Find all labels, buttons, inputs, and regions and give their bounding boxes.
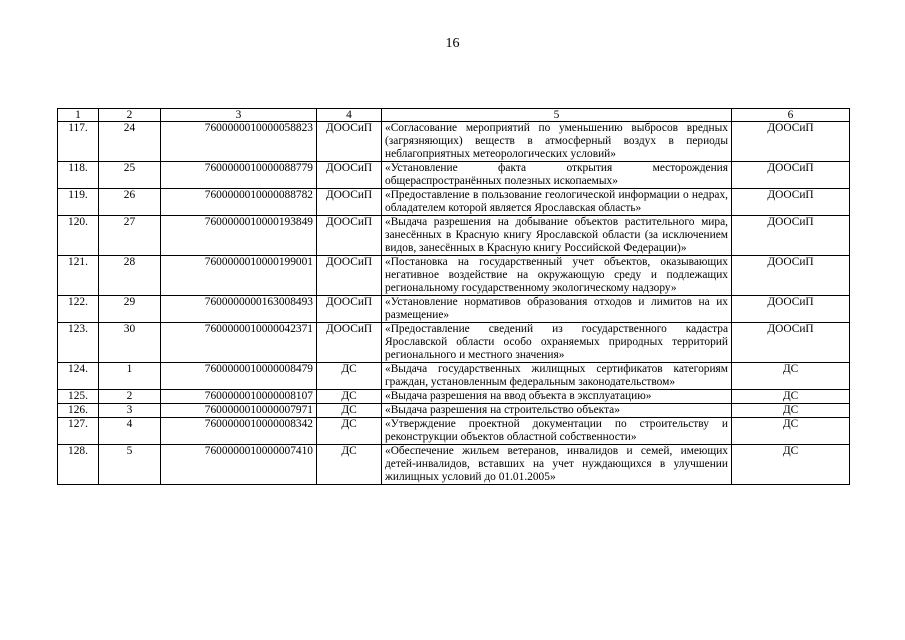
responsible-department: ДООСиП bbox=[317, 122, 382, 162]
row-index: 1 bbox=[99, 363, 161, 390]
column-header: 1 bbox=[58, 109, 99, 122]
table-row bbox=[58, 418, 850, 445]
responsible-department: ДС bbox=[317, 445, 382, 485]
service-name: «Предоставление сведений из государственного кадастра Ярославской области особо охраняемых природных территорий регионального и местного значения» bbox=[382, 323, 732, 363]
executing-department: ДООСиП bbox=[732, 189, 850, 216]
service-name: «Установление факта открытия месторождения общераспространённых полезных ископаемых» bbox=[382, 162, 732, 189]
responsible-department: ДС bbox=[317, 390, 382, 404]
row-index: 28 bbox=[99, 256, 161, 296]
table-row bbox=[58, 122, 850, 162]
row-index: 4 bbox=[99, 418, 161, 445]
responsible-department: ДС bbox=[317, 404, 382, 418]
executing-department: ДС bbox=[732, 404, 850, 418]
service-name: «Согласование мероприятий по уменьшению выбросов вредных (загрязняющих) веществ в атмосферный воздух в периоды неблагоприятных метеорологических условий» bbox=[382, 122, 732, 162]
service-code: 7600000010000193849 bbox=[161, 216, 317, 256]
row-index: 26 bbox=[99, 189, 161, 216]
row-index: 29 bbox=[99, 296, 161, 323]
service-code: 7600000010000007971 bbox=[161, 404, 317, 418]
row-number: 125. bbox=[58, 390, 99, 404]
service-name: «Выдача государственных жилищных сертификатов категориям граждан, установленным федеральным законодательством» bbox=[382, 363, 732, 390]
executing-department: ДООСиП bbox=[732, 122, 850, 162]
row-index: 5 bbox=[99, 445, 161, 485]
service-code: 7600000010000199001 bbox=[161, 256, 317, 296]
table-row bbox=[58, 390, 850, 404]
service-name: «Постановка на государственный учет объектов, оказывающих негативное воздействие на окружающую среду и подлежащих региональному государственному экологическому надзору» bbox=[382, 256, 732, 296]
table-row bbox=[58, 296, 850, 323]
service-name: «Выдача разрешения на строительство объекта» bbox=[382, 404, 732, 418]
executing-department: ДС bbox=[732, 363, 850, 390]
service-name: «Установление нормативов образования отходов и лимитов на их размещение» bbox=[382, 296, 732, 323]
row-index: 2 bbox=[99, 390, 161, 404]
service-name: «Утверждение проектной документации по строительству и реконструкции объектов областной собственности» bbox=[382, 418, 732, 445]
table-row bbox=[58, 189, 850, 216]
table-row bbox=[58, 363, 850, 390]
row-number: 123. bbox=[58, 323, 99, 363]
row-index: 27 bbox=[99, 216, 161, 256]
responsible-department: ДООСиП bbox=[317, 256, 382, 296]
service-code: 7600000010000007410 bbox=[161, 445, 317, 485]
responsible-department: ДООСиП bbox=[317, 323, 382, 363]
row-index: 30 bbox=[99, 323, 161, 363]
row-index: 24 bbox=[99, 122, 161, 162]
row-number: 117. bbox=[58, 122, 99, 162]
executing-department: ДС bbox=[732, 445, 850, 485]
service-code: 7600000000163008493 bbox=[161, 296, 317, 323]
executing-department: ДООСиП bbox=[732, 216, 850, 256]
executing-department: ДООСиП bbox=[732, 296, 850, 323]
row-number: 122. bbox=[58, 296, 99, 323]
row-number: 127. bbox=[58, 418, 99, 445]
executing-department: ДООСиП bbox=[732, 162, 850, 189]
column-header: 3 bbox=[161, 109, 317, 122]
table-header-row bbox=[58, 109, 850, 122]
service-code: 7600000010000008479 bbox=[161, 363, 317, 390]
row-number: 119. bbox=[58, 189, 99, 216]
responsible-department: ДС bbox=[317, 418, 382, 445]
responsible-department: ДООСиП bbox=[317, 296, 382, 323]
service-name: «Выдача разрешения на ввод объекта в эксплуатацию» bbox=[382, 390, 732, 404]
column-header: 2 bbox=[99, 109, 161, 122]
table-row bbox=[58, 404, 850, 418]
service-name: «Выдача разрешения на добывание объектов растительного мира, занесённых в Красную книгу Ярославской области (за исключением видов, занесённых в Красную книгу Российской Федерации)» bbox=[382, 216, 732, 256]
table-row bbox=[58, 323, 850, 363]
row-number: 121. bbox=[58, 256, 99, 296]
row-number: 120. bbox=[58, 216, 99, 256]
row-number: 118. bbox=[58, 162, 99, 189]
table-row bbox=[58, 216, 850, 256]
row-index: 25 bbox=[99, 162, 161, 189]
service-code: 7600000010000088779 bbox=[161, 162, 317, 189]
table-row bbox=[58, 256, 850, 296]
responsible-department: ДС bbox=[317, 363, 382, 390]
service-code: 7600000010000058823 bbox=[161, 122, 317, 162]
table-row bbox=[58, 162, 850, 189]
page-number: 16 bbox=[445, 36, 460, 51]
service-code: 7600000010000088782 bbox=[161, 189, 317, 216]
service-code: 7600000010000008107 bbox=[161, 390, 317, 404]
row-number: 128. bbox=[58, 445, 99, 485]
responsible-department: ДООСиП bbox=[317, 162, 382, 189]
executing-department: ДС bbox=[732, 418, 850, 445]
service-name: «Предоставление в пользование геологической информации о недрах, обладателем которой является Ярославская область» bbox=[382, 189, 732, 216]
column-header: 4 bbox=[317, 109, 382, 122]
services-table bbox=[57, 108, 850, 485]
row-number: 124. bbox=[58, 363, 99, 390]
executing-department: ДООСиП bbox=[732, 323, 850, 363]
table-row bbox=[58, 445, 850, 485]
service-code: 7600000010000008342 bbox=[161, 418, 317, 445]
responsible-department: ДООСиП bbox=[317, 189, 382, 216]
service-code: 7600000010000042371 bbox=[161, 323, 317, 363]
responsible-department: ДООСиП bbox=[317, 216, 382, 256]
executing-department: ДООСиП bbox=[732, 256, 850, 296]
executing-department: ДС bbox=[732, 390, 850, 404]
column-header: 5 bbox=[382, 109, 732, 122]
row-index: 3 bbox=[99, 404, 161, 418]
service-name: «Обеспечение жильем ветеранов, инвалидов и семей, имеющих детей-инвалидов, вставших на учет нуждающихся в улучшении жилищных условий до 01.01.2005» bbox=[382, 445, 732, 485]
row-number: 126. bbox=[58, 404, 99, 418]
column-header: 6 bbox=[732, 109, 850, 122]
